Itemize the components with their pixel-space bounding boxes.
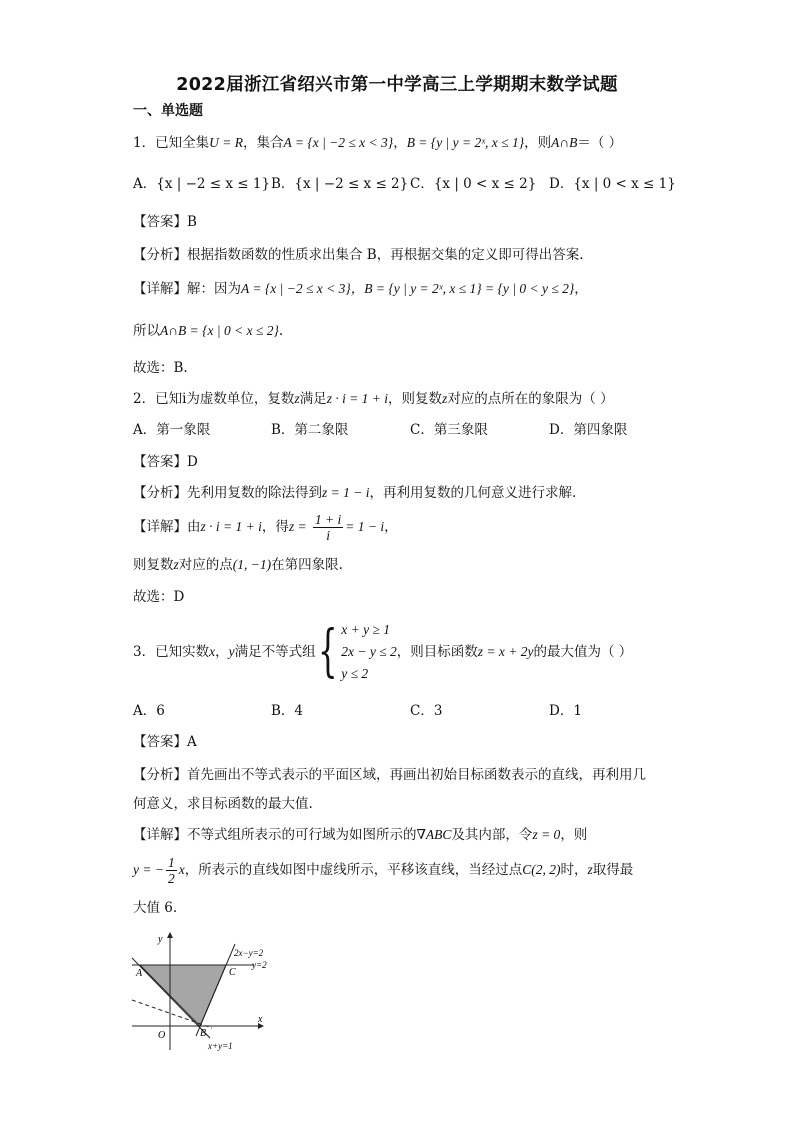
q1-choice: 故选：B.: [133, 360, 188, 376]
q1-option-c: C．{x | 0 < x ≤ 2}: [410, 176, 537, 192]
line3-label: x+y=1: [208, 1041, 233, 1051]
q1-option-b: B．{x | −2 ≤ x ≤ 2}: [271, 176, 409, 192]
q2-analysis: 【分析】先利用复数的除法得到z = 1 − i，再利用复数的几何意义进行求解.: [133, 485, 577, 501]
q2-fraction: $\frac{1 + i}{i}$: [314, 512, 342, 543]
q1-option-d: D．{x | 0 < x ≤ 1}: [549, 176, 676, 192]
q2-option-a: A．第一象限: [133, 422, 211, 438]
q1-answer: 【答案】B: [133, 214, 197, 230]
q3-fraction: $\frac{1}{2}$: [167, 855, 175, 886]
q2-option-b: B．第二象限: [271, 422, 349, 438]
point-b-label: B: [200, 1028, 207, 1039]
q3-analysis-line2: 何意义，求目标函数的最大值.: [133, 796, 313, 812]
y-axis-label: y: [158, 934, 163, 945]
inequality-system: x + y ≥ 1 2x − y ≤ 2 y ≤ 2: [341, 622, 397, 681]
q3-detail-line2: y = − $\frac{1}{2}$ x，所表示的直线如图中虚线所示，平移该直线，当经过点C(2, 2)时，z取得最: [133, 855, 634, 886]
q3-option-b: B．4: [271, 703, 304, 719]
q2-answer: 【答案】D: [133, 454, 198, 470]
q1-stem: 1．已知全集U = R，集合A = {x | −2 ≤ x < 3}，B = {y | y = 2ˣ, x ≤ 1}，则A∩B＝（ ）: [133, 135, 623, 151]
q1-option-a: A．{x | −2 ≤ x ≤ 1}: [133, 176, 271, 192]
q3-detail-line3: 大值 6.: [133, 900, 178, 916]
q2-detail: 【详解】由z · i = 1 + i，得z = $\frac{1 + i}{i}$ = 1 − i，: [133, 512, 398, 543]
q2-option-d: D．第四象限: [549, 422, 628, 438]
origin-label: O: [158, 1030, 166, 1041]
q2-stem: 2．已知i为虚数单位，复数z满足z · i = 1 + i，则复数z对应的点所在的象限为（ ）: [133, 391, 614, 407]
q3-stem: 3．已知实数x，y满足不等式组{ x + y ≥ 1 2x − y ≤ 2 y ≤ 2 ，则目标函数z = x + 2y的最大值为（ ）: [133, 619, 633, 684]
point-c-label: C: [229, 967, 236, 978]
q2-detail-line2: 则复数z对应的点(1, −1)在第四象限.: [133, 557, 343, 573]
q3-option-a: A．6: [133, 703, 165, 719]
line2-label: y=2: [252, 960, 267, 970]
section-heading: 一、单选题: [133, 103, 203, 119]
page-title: 2022届浙江省绍兴市第一中学高三上学期期末数学试题: [176, 75, 618, 95]
q3-option-d: D．1: [549, 703, 582, 719]
feasible-region-graph: [128, 928, 288, 1056]
q3-answer: 【答案】A: [133, 734, 197, 750]
q1-analysis: 【分析】根据指数函数的性质求出集合 B，再根据交集的定义即可得出答案.: [133, 247, 584, 263]
point-a-label: A: [136, 968, 143, 979]
q3-analysis: 【分析】首先画出不等式表示的平面区域，再画出初始目标函数表示的直线，再利用几: [133, 767, 646, 783]
brace-symbol: {: [317, 619, 338, 684]
q2-choice: 故选：D: [133, 589, 185, 605]
y-axis-arrow: [167, 932, 173, 938]
q3-option-c: C．3: [410, 703, 443, 719]
line1-label: 2x−y=2: [234, 948, 264, 958]
q1-detail: 【详解】解：因为A = {x | −2 ≤ x < 3}，B = {y | y = 2ˣ, x ≤ 1} = {y | 0 < y ≤ 2}，: [133, 281, 588, 297]
q1-detail-line2: 所以A∩B = {x | 0 < x ≤ 2}.: [133, 323, 284, 339]
q2-option-c: C．第三象限: [410, 422, 488, 438]
q3-detail: 【详解】不等式组所表示的可行域为如图所示的∇ABC及其内部，令z = 0，则: [133, 827, 588, 843]
x-axis-label: x: [258, 1014, 263, 1025]
